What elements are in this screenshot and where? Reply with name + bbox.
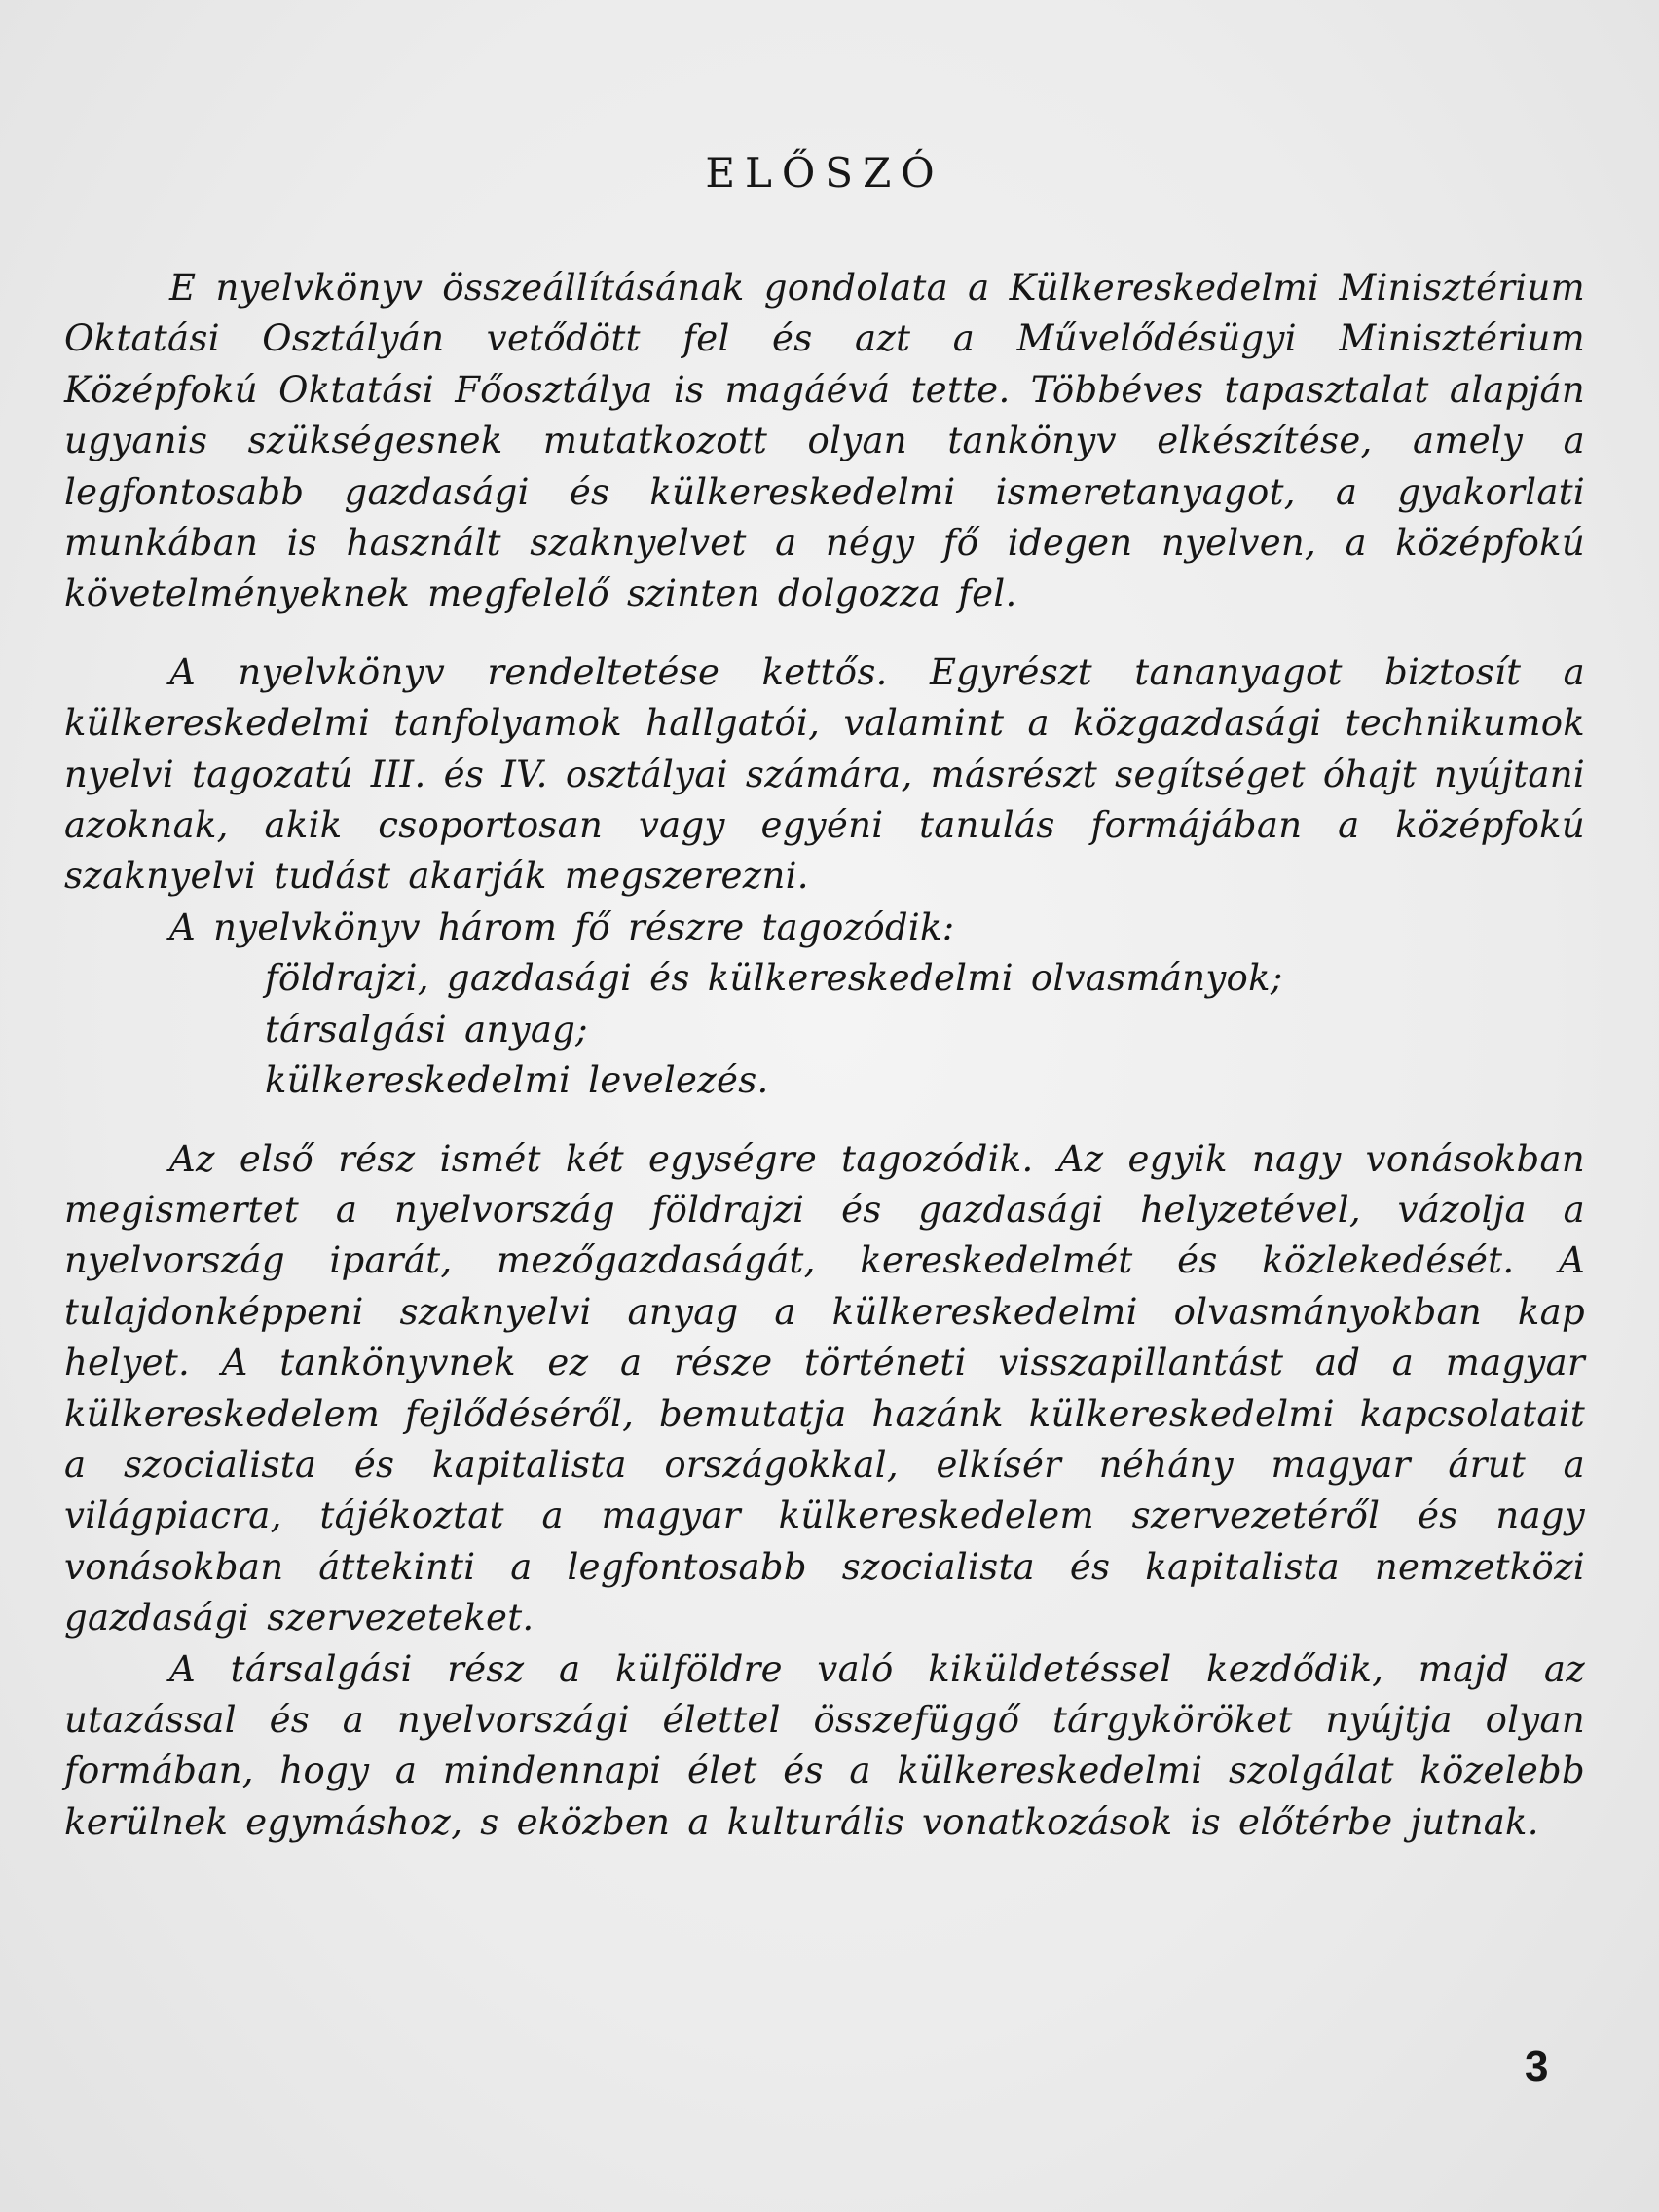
paragraph-purpose: E nyelvkönyv összeállításának gondolata a Külkereskedelmi Minisztérium Oktatási Osztályán vetődött fel és azt a Művelődésügyi Minisztérium Középfokú Oktatási Főosztálya is magáévá tette. Többéves tapasztalat alapján ugyanis szükségesnek mutatkozott olyan tankönyv elkészítése, amely a legfontosabb gazdasági és külkereskedelmi ismeretanyagot, a gyakorlati munkában is használt szaknyelvet a négy fő idegen nyelven, a középfokú követelményeknek megfelelő szinten dolgozza fel.	[64, 267, 1585, 615]
parts-list-item: külkereskedelmi levelezés.	[265, 1059, 769, 1102]
page-number: 3	[1525, 2043, 1549, 2090]
parts-list-item: társalgási anyag;	[265, 1008, 588, 1051]
paragraph-first-part: Az első rész ismét két egységre tagozódik. Az egyik nagy vonásokban megismertet a nyelvország földrajzi és gazdasági helyzetével, vázolja a nyelvország iparát, mezőgazdaságát, kereskedelmét és közlekedését. A tulajdonképpeni szaknyelvi anyag a külkereskedelmi olvasmányokban kap helyet. A tankönyvnek ez a része történeti visszapillantást ad a magyar külkereskedelem fejlődéséről, bemutatja hazánk külkereskedelmi kapcsolatait a szocialista és kapitalista országokkal, elkísér néhány magyar árut a világpiacra, tájékoztat a magyar külkereskedelem szervezetéről és nagy vonásokban áttekinti a legfontosabb szocialista és kapitalista nemzetközi gazdasági szervezeteket.	[64, 1137, 1585, 1640]
parts-list-item: földrajzi, gazdasági és külkereskedelmi olvasmányok;	[265, 957, 1283, 1000]
page-content	[64, 144, 1585, 1848]
page-title: ELŐSZÓ	[705, 149, 944, 197]
parts-list	[64, 953, 1585, 1106]
paragraph-conversation-part: A társalgási rész a külföldre való kiküldetéssel kezdődik, majd az utazással és a nyelvországi élettel összefüggő tárgyköröket nyújtja olyan formában, hogy a mindennapi élet és a külkereskedelmi szolgálat közelebb kerülnek egymáshoz, s eközben a kulturális vonatkozások is előtérbe jutnak.	[64, 1647, 1585, 1843]
parts-intro: A nyelvkönyv három fő részre tagozódik:	[169, 905, 955, 948]
paragraph-function: A nyelvkönyv rendeltetése kettős. Egyrészt tananyagot biztosít a külkereskedelmi tanfolyamok hallgatói, valamint a közgazdasági technikumok nyelvi tagozatú III. és IV. osztályai számára, másrészt segítséget óhajt nyújtani azoknak, akik csoportosan vagy egyéni tanulás formájában a középfokú szaknyelvi tudást akarják megszerezni.	[64, 650, 1585, 898]
